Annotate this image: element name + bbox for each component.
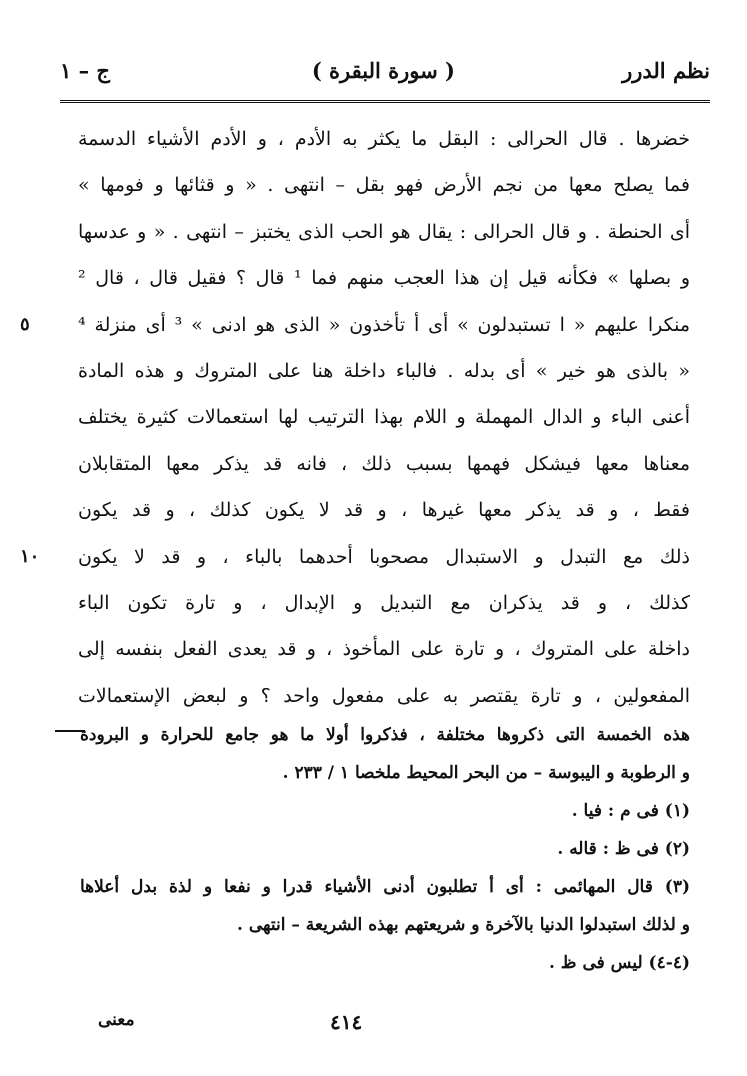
text-line <box>78 348 690 394</box>
text-line-content: معناها معها فيشكل فهمها بسبب ذلك ، فانه قد يذكر معها المتقابلان <box>78 452 690 475</box>
header-rule <box>60 100 710 103</box>
main-text <box>20 116 691 719</box>
surah-title: ( سورة البقرة ) <box>311 58 455 83</box>
volume-number: ج – ١ <box>60 58 110 83</box>
footnote-line: (١) فى م : فيا . <box>571 801 690 821</box>
footnote-line: (٢) فى ظ : قاله . <box>557 839 690 859</box>
text-line-content: كذلك ، و قد يذكران مع التبديل و الإبدال ، و تارة تكون الباء <box>78 591 690 614</box>
text-line <box>20 534 690 580</box>
text-line-content: داخلة على المتروك ، و تارة على المأخوذ ، و قد يعدى الفعل بنفسه إلى <box>78 638 690 661</box>
text-line <box>78 255 690 301</box>
text-line <box>78 673 690 719</box>
footnote-line: و لذلك استبدلوا الدنيا بالآخرة و شريعتهم بهذه الشريعة – انتهى . <box>237 915 690 935</box>
text-line-content: منكرا عليهم « ا تستبدلون » أى أ تأخذون « الذى هو ادنى » ³ أى منزلة ⁴ <box>78 313 690 336</box>
page-header <box>60 58 710 94</box>
page-number: ٤١٤ <box>330 1010 363 1034</box>
text-line-content: أعنى الباء و الدال المهملة و اللام بهذا الترتيب لها استعمالات كثيرة يختلف <box>78 406 690 429</box>
text-line-content: ذلك مع التبدل و الاستبدال مصحوبا أحدهما بالباء ، و قد لا يكون <box>78 545 690 568</box>
book-title: نظم الدرر <box>622 58 710 83</box>
text-line-content: و بصلها » فكأنه قيل إن هذا العجب منهم فما ¹ قال ؟ فقيل قال ، قال ² <box>78 267 691 290</box>
text-line <box>78 394 690 440</box>
text-line-content: خضرها . قال الحرالى : البقل ما يكثر به الأدم ، و الأدم الأشياء الدسمة <box>78 128 690 150</box>
text-line <box>78 116 690 162</box>
footnote-line: هذه الخمسة التى ذكروها مختلفة ، فذكروا أولا ما هو جامع للحرارة و البرودة <box>80 725 690 745</box>
text-line-content: أى الحنطة . و قال الحرالى : يقال هو الحب الذى يختبز – انتهى . « و عدسها <box>78 220 690 243</box>
footnote-line: (٤-٤) ليس فى ظ . <box>548 953 690 973</box>
text-line-content: فقط ، و قد يذكر معها غيرها ، و قد لا يكون كذلك ، و قد يكون <box>78 499 690 522</box>
text-line <box>78 580 690 626</box>
footnotes <box>80 716 690 982</box>
text-line-content: المفعولين ، و تارة يقتصر به على مفعول واحد ؟ و لبعض الإستعمالات <box>78 684 690 707</box>
text-line <box>78 162 690 208</box>
text-line <box>78 209 690 255</box>
text-line-content: « بالذى هو خير » أى بدله . فالباء داخلة هنا على المتروك و هذه المادة <box>78 359 690 382</box>
catchword: معنى <box>98 1010 135 1030</box>
text-line <box>78 626 690 672</box>
footnote-line: (٣) قال المهائمى : أى أ تطلبون أدنى الأشياء قدرا و نفعا و لذة بدل أعلاها <box>80 877 690 897</box>
text-line <box>78 441 690 487</box>
text-line <box>20 302 690 348</box>
footnote-line: و الرطوبة و اليبوسة – من البحر المحيط ملخصا ١ / ٢٣٣ . <box>282 763 690 783</box>
text-line <box>78 487 690 533</box>
line-number: ١٠ <box>20 545 40 567</box>
line-number: ٥ <box>20 313 30 335</box>
text-line-content: فما يصلح معها من نجم الأرض فهو بقل – انتهى . « و قثائها و فومها » <box>78 174 690 197</box>
